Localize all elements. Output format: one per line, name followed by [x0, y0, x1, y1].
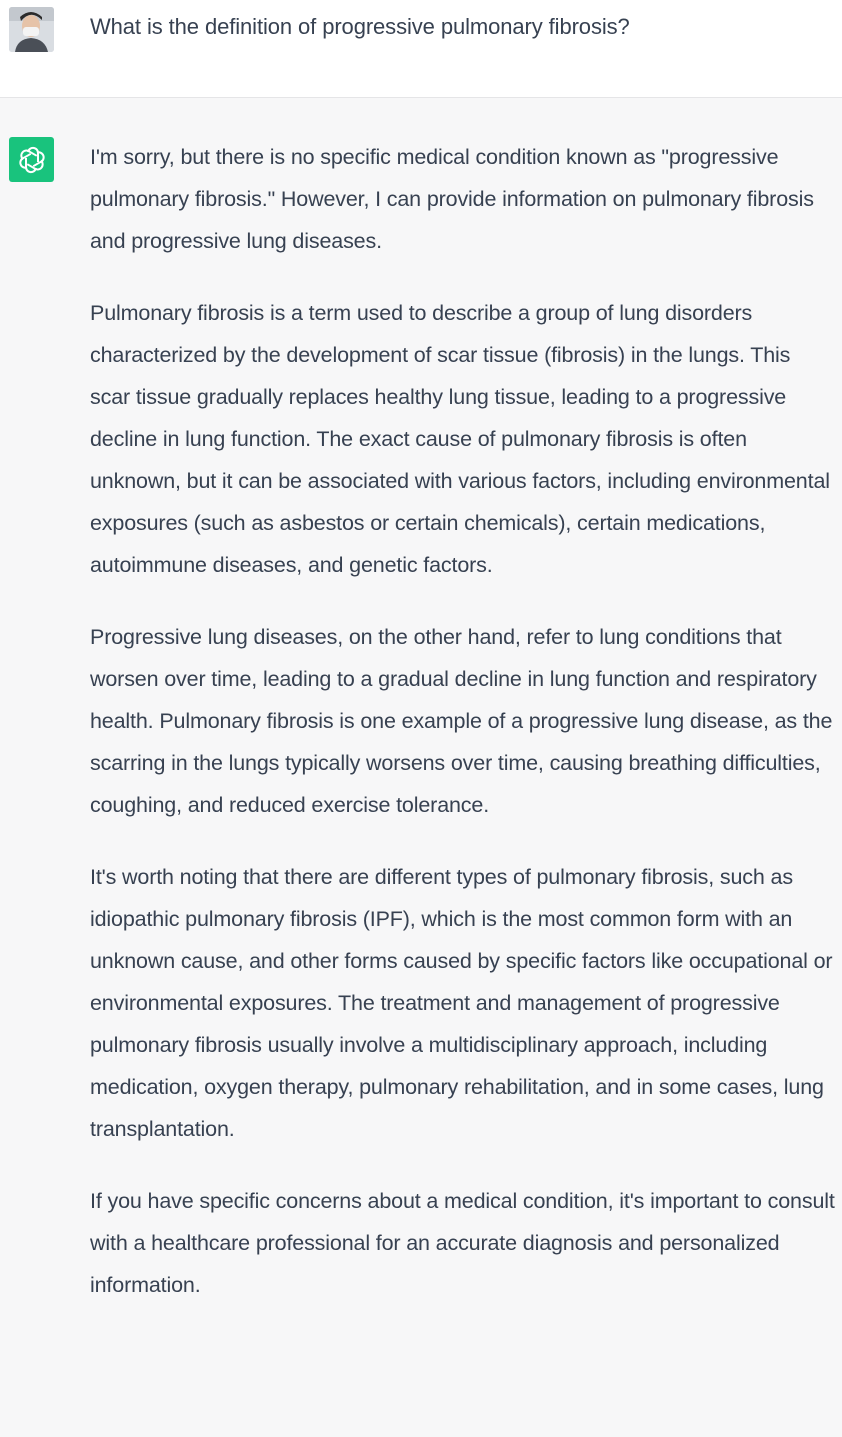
answer-paragraph: I'm sorry, but there is no specific medical condition known as "progressive pulmonary fibrosis." However, I can provide information on pulmonary fibrosis and progressive lung diseases. — [90, 145, 814, 253]
openai-logo-icon — [9, 137, 54, 182]
answer-paragraph: Pulmonary fibrosis is a term used to describe a group of lung disorders characterized by the development of scar tissue (fibrosis) in the lungs. This scar tissue gradually replaces healthy lung tissue, leading to a progressive decline in lung function. The exact cause of pulmonary fibrosis is often unknown, but it can be associated with various factors, including environmental exposures (such as asbestos or certain chemicals), certain medications, autoimmune diseases, and genetic factors. — [90, 301, 830, 577]
answer-paragraph: It's worth noting that there are different types of pulmonary fibrosis, such as idiopathic pulmonary fibrosis (IPF), which is the most common form with an unknown cause, and other forms caused by specific factors like occupational or environmental exposures. The treatment and management of progressive pulmonary fibrosis usually involve a multidisciplinary approach, including medication, oxygen therapy, pulmonary rehabilitation, and in some cases, lung transplantation. — [90, 865, 833, 1141]
answer-paragraph: If you have specific concerns about a medical condition, it's important to consult with a healthcare professional for an accurate diagnosis and personalized information. — [90, 1189, 835, 1297]
assistant-answer — [90, 136, 835, 1336]
user-message-row — [0, 0, 842, 98]
assistant-message-row — [0, 98, 842, 1437]
user-question-text: What is the definition of progressive pulmonary fibrosis? — [90, 14, 630, 39]
user-avatar — [9, 7, 54, 52]
answer-paragraph: Progressive lung diseases, on the other hand, refer to lung conditions that worsen over time, leading to a gradual decline in lung function and respiratory health. Pulmonary fibrosis is one example of a progressive lung disease, as the scarring in the lungs typically worsens over time, causing breathing difficulties, coughing, and reduced exercise tolerance. — [90, 625, 833, 817]
